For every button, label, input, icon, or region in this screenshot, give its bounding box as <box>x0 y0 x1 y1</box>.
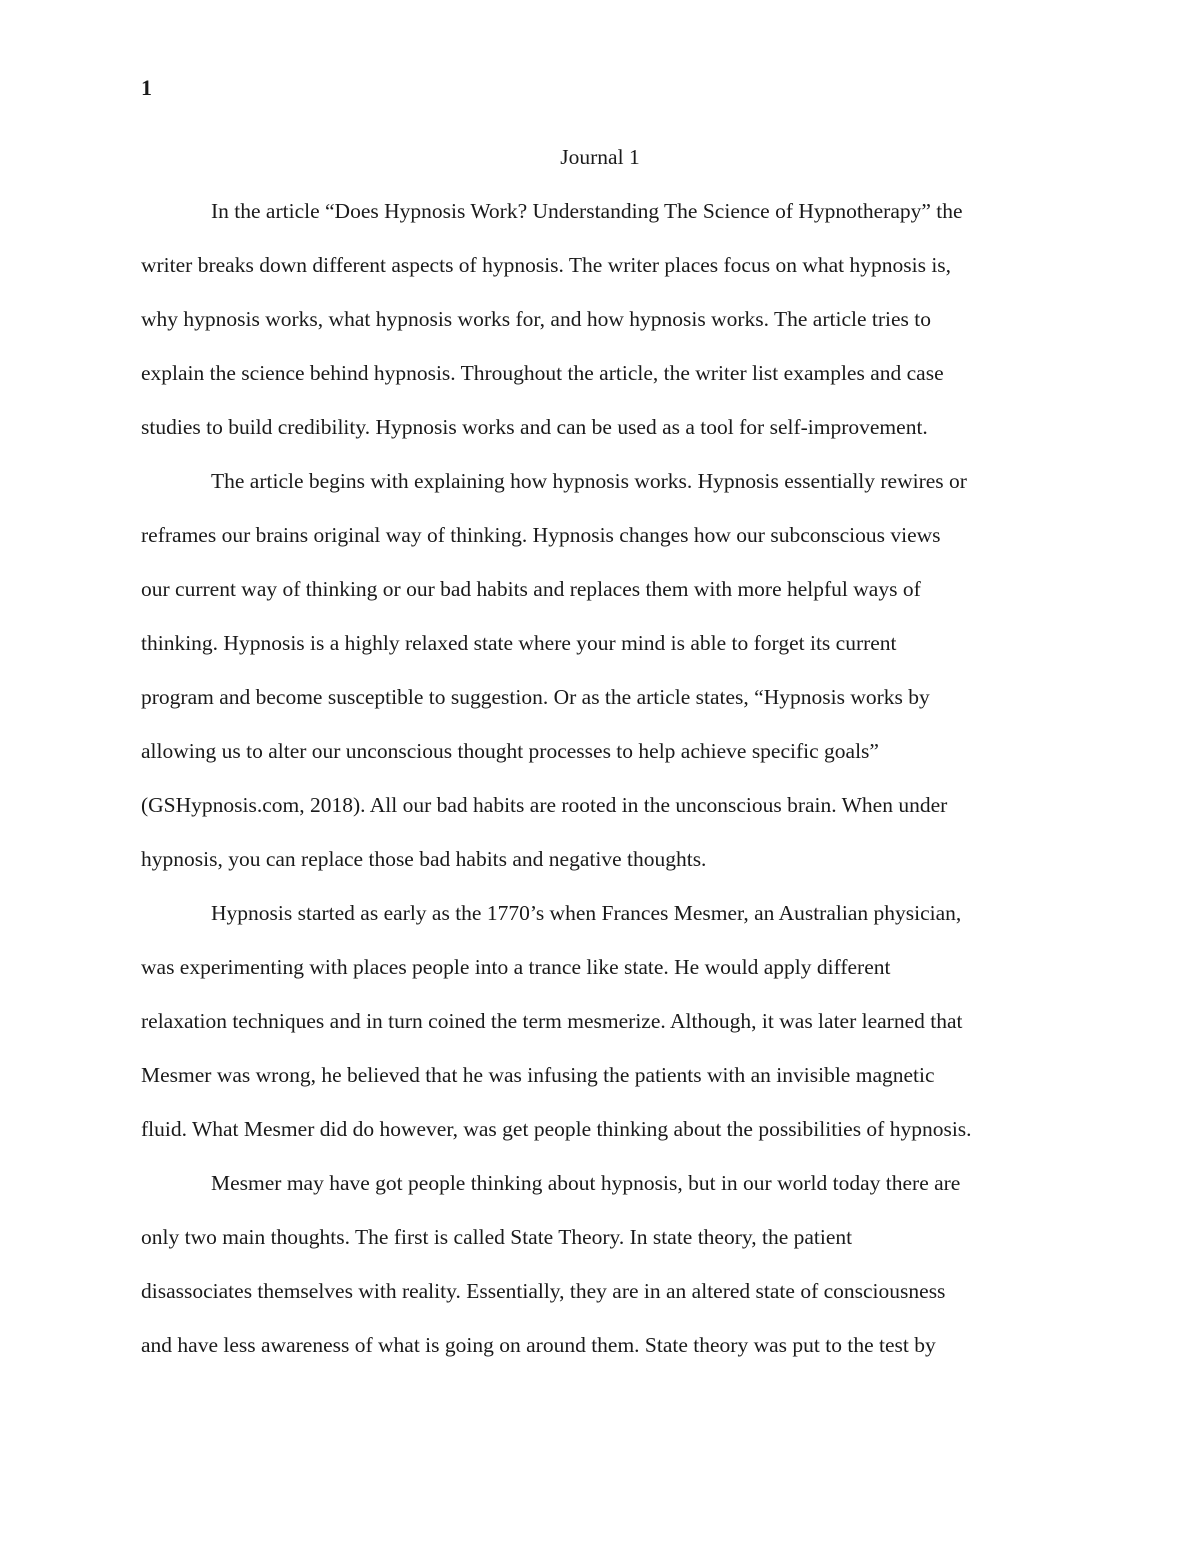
text-line-14: Hypnosis started as early as the 1770’s when Frances Mesmer, an Australian physician, <box>211 901 962 925</box>
text-line-13: hypnosis, you can replace those bad habits and negative thoughts. <box>141 847 707 871</box>
page-number: 1 <box>141 75 152 100</box>
text-line-4: explain the science behind hypnosis. Throughout the article, the writer list examples and case <box>141 361 944 385</box>
text-line-11: allowing us to alter our unconscious thought processes to help achieve specific goals” <box>141 739 879 763</box>
text-line-5: studies to build credibility. Hypnosis works and can be used as a tool for self-improvement. <box>141 415 928 439</box>
text-line-22: and have less awareness of what is going on around them. State theory was put to the test by <box>141 1333 936 1357</box>
document-title: Journal 1 <box>560 145 640 169</box>
text-line-16: relaxation techniques and in turn coined the term mesmerize. Although, it was later learned that <box>141 1009 963 1033</box>
text-line-12: (GSHypnosis.com, 2018). All our bad habits are rooted in the unconscious brain. When under <box>141 793 948 817</box>
text-line-8: our current way of thinking or our bad habits and replaces them with more helpful ways of <box>141 577 921 601</box>
text-line-15: was experimenting with places people into a trance like state. He would apply different <box>141 955 891 979</box>
text-line-2: writer breaks down different aspects of hypnosis. The writer places focus on what hypnosis is, <box>141 253 952 277</box>
text-line-10: program and become susceptible to suggestion. Or as the article states, “Hypnosis works by <box>141 685 930 709</box>
text-line-6: The article begins with explaining how hypnosis works. Hypnosis essentially rewires or <box>211 469 967 493</box>
text-line-1: In the article “Does Hypnosis Work? Understanding The Science of Hypnotherapy” the <box>211 199 963 223</box>
text-line-7: reframes our brains original way of thinking. Hypnosis changes how our subconscious views <box>141 523 941 547</box>
text-line-3: why hypnosis works, what hypnosis works for, and how hypnosis works. The article tries to <box>141 307 931 331</box>
text-line-19: Mesmer may have got people thinking about hypnosis, but in our world today there are <box>211 1171 961 1195</box>
text-line-21: disassociates themselves with reality. Essentially, they are in an altered state of consciousness <box>141 1279 946 1303</box>
text-line-9: thinking. Hypnosis is a highly relaxed state where your mind is able to forget its current <box>141 631 897 655</box>
text-line-17: Mesmer was wrong, he believed that he was infusing the patients with an invisible magnetic <box>141 1063 935 1087</box>
text-line-18: fluid. What Mesmer did do however, was get people thinking about the possibilities of hypnosis. <box>141 1117 972 1141</box>
text-line-20: only two main thoughts. The first is called State Theory. In state theory, the patient <box>141 1225 853 1249</box>
